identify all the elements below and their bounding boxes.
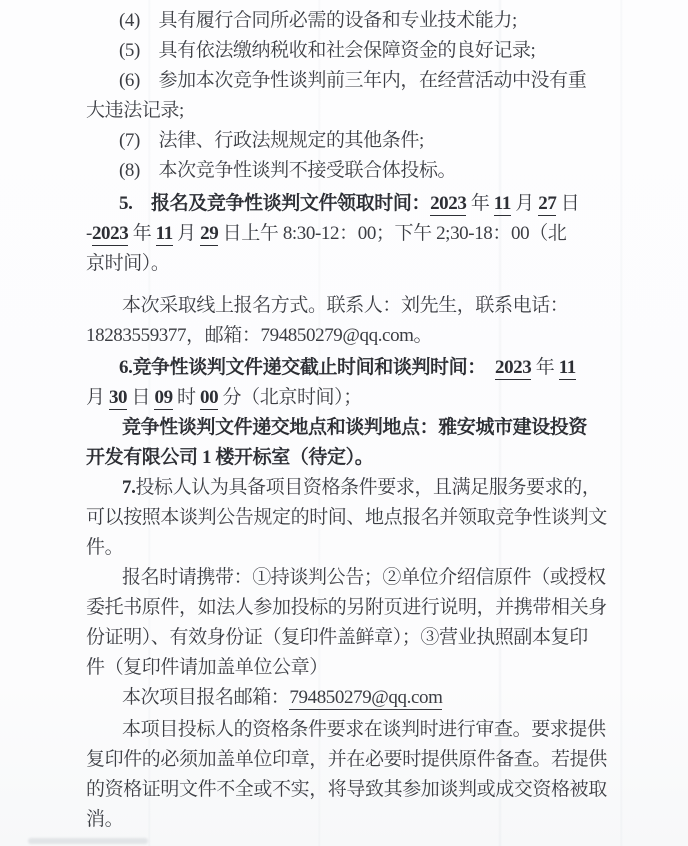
text-segment: 复印件的必须加盖单位印章，并在必要时提供原件备查。若提供 (86, 749, 607, 770)
text-segment: 2023 (494, 357, 532, 378)
doc-line (86, 473, 608, 503)
text-segment: 日 (556, 193, 580, 214)
text-segment: 年 (128, 223, 156, 244)
text-segment: 本次采取线上报名方式。联系人：刘先生，联系电话： (122, 295, 569, 316)
doc-line (86, 593, 608, 623)
text-segment: 分（北京时间）； (218, 387, 362, 408)
email-text: 794850279@qq.com (289, 687, 443, 708)
doc-line (86, 353, 608, 383)
doc-line (86, 503, 608, 533)
doc-line (86, 36, 608, 66)
text-segment: 投标人认为具备项目资格条件要求，且满足服务要求的， (135, 477, 601, 498)
doc-line (86, 413, 608, 443)
text-segment: 份证明）、有效身份证（复印件盖鲜章）；③营业执照副本复印 (86, 627, 588, 648)
text-segment: 委托书原件，如法人参加投标的另附页进行说明，并携带相关身 (86, 597, 607, 618)
text-segment: 6.竞争性谈判文件递交截止时间和谈判时间： (119, 357, 477, 378)
text-segment: 本次项目报名邮箱： (122, 687, 290, 708)
text-segment: 月 (510, 193, 539, 214)
text-segment: 7. (122, 477, 136, 498)
text-segment: 时 (172, 387, 200, 408)
text-segment: (5) 具有依法缴纳税收和社会保障资金的良好记录; (119, 40, 536, 61)
text-segment: - (86, 223, 92, 244)
doc-line (86, 683, 608, 713)
text-segment: 件（复印件请加盖单位公章） (86, 657, 328, 678)
text-segment: (4) 具有履行合同所必需的设备和专业技术能力; (119, 10, 517, 31)
doc-line (86, 805, 608, 835)
text-segment: 可以按照本谈判公告规定的时间、地点报名并领取竞争性谈判文 (86, 507, 607, 528)
text-segment: 5. 报名及竞争性谈判文件领取时间： (119, 193, 431, 214)
doc-line (86, 189, 608, 219)
doc-line (86, 653, 608, 683)
text-segment: 本项目投标人的资格条件要求在谈判时进行审查。要求提供 (122, 719, 606, 740)
text-segment: 月 (172, 223, 201, 244)
text-segment: 2023 (430, 193, 467, 214)
doc-line (86, 219, 608, 249)
text-segment: 2023 (91, 223, 129, 244)
doc-line (86, 156, 608, 186)
text-segment: 11 (493, 193, 511, 214)
doc-line (86, 563, 608, 593)
text-segment: 消。 (86, 809, 124, 830)
doc-line (86, 66, 608, 96)
text-segment: 30 (108, 387, 128, 408)
text-segment: 京时间）。 (86, 253, 170, 274)
text-segment: (6) 参加本次竞争性谈判前三年内，在经营活动中没有重 (119, 70, 587, 91)
doc-line (86, 775, 608, 805)
text-segment: 大违法记录; (86, 100, 184, 121)
text-segment (476, 357, 495, 378)
text-segment: 00 (199, 387, 219, 408)
text-segment: 竞争性谈判文件递交地点和谈判地点：雅安城市建设投资 (122, 417, 588, 438)
doc-line (86, 321, 608, 351)
doc-line (86, 443, 608, 473)
doc-line (86, 96, 608, 126)
text-segment: 年 (531, 357, 559, 378)
doc-line (86, 6, 608, 36)
doc-line (86, 715, 608, 745)
text-segment: 11 (155, 223, 173, 244)
text-segment: (8) 本次竞争性谈判不接受联合体投标。 (119, 160, 457, 181)
text-segment: 29 (200, 223, 219, 244)
text-segment: 09 (154, 387, 173, 408)
doc-line (86, 249, 608, 279)
text-segment: 18283559377，邮箱：794850279@qq.com。 (86, 325, 433, 346)
text-segment: 日 (127, 387, 155, 408)
text-segment: 27 (538, 193, 557, 214)
doc-line (86, 533, 608, 563)
text-segment: 月 (86, 387, 109, 408)
text-segment: 报名时请携带：①持谈判公告；②单位介绍信原件（或授权 (122, 567, 606, 588)
text-segment: (7) 法律、行政法规规定的其他条件; (119, 130, 424, 151)
text-segment: 的资格证明文件不全或不实，将导致其参加谈判或成交资格被取 (86, 779, 607, 800)
text-segment: 11 (558, 357, 576, 378)
text-segment: 日上午 8:30-12：00；下午 2;30-18：00（北 (218, 223, 567, 244)
doc-line (86, 383, 608, 413)
doc-line (86, 126, 608, 156)
text-segment: 开发有限公司 1 楼开标室（待定）。 (86, 447, 374, 468)
doc-line (86, 623, 608, 653)
doc-line (86, 745, 608, 775)
text-segment: 年 (466, 193, 494, 214)
text-segment: 件。 (86, 537, 124, 558)
doc-line (86, 291, 608, 321)
